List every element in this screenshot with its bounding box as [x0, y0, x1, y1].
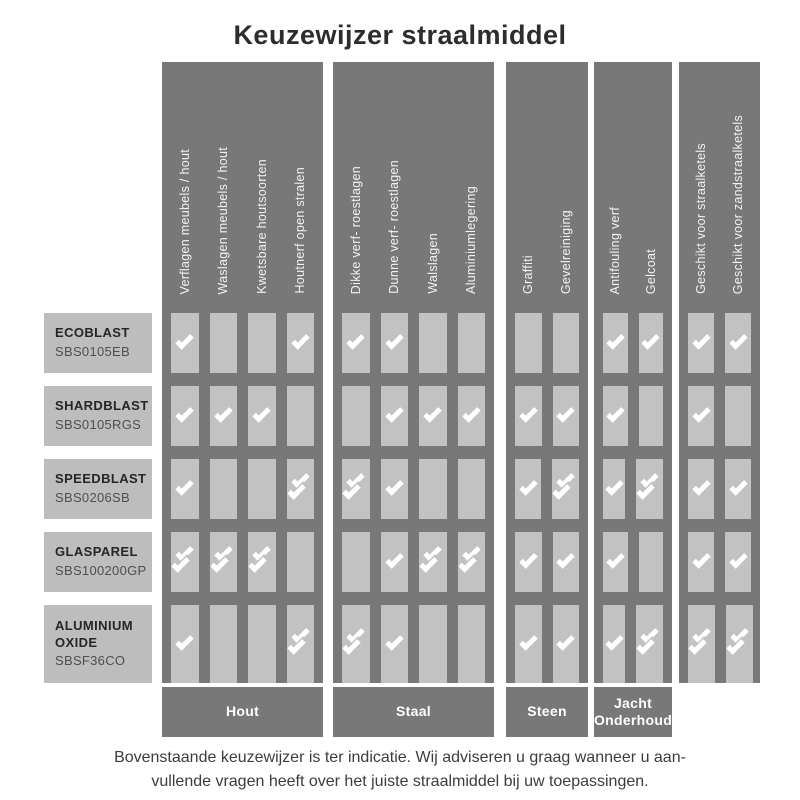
double-check-icon	[636, 473, 663, 506]
check-glyph	[214, 404, 232, 422]
matrix-cell	[210, 386, 238, 446]
matrix-row	[333, 386, 494, 446]
matrix-row	[594, 386, 672, 446]
check-icon	[607, 409, 624, 418]
check-glyph	[557, 550, 575, 568]
matrix-cell	[171, 532, 199, 592]
check-icon	[386, 555, 403, 564]
check-glyph	[291, 331, 309, 349]
matrix-cell	[287, 313, 315, 373]
check-glyph	[462, 404, 480, 422]
check-icon	[176, 637, 193, 646]
product-label	[44, 605, 152, 683]
matrix-cell	[342, 386, 370, 446]
check-glyph	[692, 404, 710, 422]
matrix-cell	[458, 605, 486, 683]
check-glyph	[606, 550, 624, 568]
matrix-cell	[458, 313, 486, 373]
matrix-cell	[248, 313, 276, 373]
matrix-cell	[458, 459, 486, 519]
double-check-icon	[419, 546, 446, 579]
column-header: Dikke verf- roestlagen	[348, 165, 363, 294]
check-glyph	[606, 331, 624, 349]
check-icon	[557, 555, 574, 564]
matrix-row	[679, 313, 760, 373]
check-glyph	[519, 550, 537, 568]
matrix-cell	[210, 313, 238, 373]
column-header: Geschikt voor straalketels	[694, 143, 708, 294]
product-code: SBS0105EB	[55, 344, 130, 359]
double-check-icon	[171, 546, 198, 579]
product-label-column	[44, 62, 152, 683]
check-glyph	[642, 331, 660, 349]
check-glyph	[385, 477, 403, 495]
check-glyph	[176, 331, 194, 349]
group-band-jacht-onderhoud	[594, 62, 672, 737]
check-glyph	[729, 550, 747, 568]
check-glyph	[726, 636, 744, 654]
matrix-cell	[553, 605, 580, 683]
matrix-cell	[171, 605, 199, 683]
matrix-cell	[381, 386, 409, 446]
product-name: GLASPAREL	[55, 544, 138, 560]
column-header-zone	[679, 62, 760, 300]
matrix-cell	[287, 386, 315, 446]
product-label	[44, 532, 152, 592]
group-band-grid	[162, 62, 323, 683]
group-footer-label	[333, 687, 494, 737]
check-icon	[730, 555, 747, 564]
group-footer-text: Steen	[527, 703, 567, 720]
product-name: ALUMINIUM OXIDE	[55, 617, 133, 650]
page-title: Keuzewijzer straalmiddel	[233, 20, 567, 50]
matrix-cell	[381, 532, 409, 592]
check-icon	[693, 409, 710, 418]
product-label	[44, 459, 152, 519]
check-glyph	[253, 404, 271, 422]
check-glyph	[692, 477, 710, 495]
matrix-row	[506, 386, 588, 446]
matrix-cell	[553, 532, 580, 592]
group-footer-label	[506, 687, 588, 737]
matrix-cell	[248, 532, 276, 592]
check-glyph	[424, 404, 442, 422]
check-glyph	[729, 477, 747, 495]
matrix-row	[506, 605, 588, 683]
check-glyph	[343, 481, 361, 499]
matrix-cell	[381, 313, 409, 373]
product-code: SBS0206SB	[55, 490, 130, 505]
product-code: SBS100200GP	[55, 563, 147, 578]
matrix-cell	[287, 605, 315, 683]
matrix-row	[594, 605, 672, 683]
matrix-cell	[248, 386, 276, 446]
matrix-cell	[419, 386, 447, 446]
check-glyph-front	[637, 486, 654, 495]
check-glyph-front	[689, 641, 706, 650]
matrix-cell	[688, 386, 714, 446]
check-glyph	[692, 550, 710, 568]
column-header: Waslagen meubels / hout	[216, 146, 231, 294]
matrix-row	[594, 532, 672, 592]
check-glyph	[385, 550, 403, 568]
check-glyph	[519, 632, 537, 650]
matrix-cell	[419, 605, 447, 683]
matrix-cell	[725, 386, 751, 446]
group-band-grid	[594, 62, 672, 683]
check-glyph	[636, 481, 654, 499]
group-footer-label	[162, 687, 323, 737]
check-glyph	[176, 477, 194, 495]
product-name: SHARDBLAST	[55, 398, 149, 414]
matrix-row	[333, 605, 494, 683]
check-glyph	[557, 404, 575, 422]
matrix-cell	[419, 459, 447, 519]
check-icon	[176, 482, 193, 491]
matrix-cell	[688, 313, 714, 373]
column-header-zone	[594, 62, 672, 300]
product-code: SBSF36CO	[55, 653, 126, 669]
group-band-ketels	[679, 62, 760, 683]
check-glyph	[385, 632, 403, 650]
check-glyph-front	[172, 559, 189, 568]
check-glyph	[729, 331, 747, 349]
column-header: Kwetsbare houtsoorten	[254, 159, 269, 294]
check-icon	[386, 482, 403, 491]
matrix-cell	[287, 459, 315, 519]
check-glyph-front	[459, 559, 476, 568]
column-header: Walslagen	[425, 233, 440, 294]
group-band-hout	[162, 62, 323, 737]
double-check-icon	[726, 628, 753, 661]
column-header: Graffiti	[521, 255, 536, 294]
matrix-cell	[171, 386, 199, 446]
matrix-cell	[552, 459, 579, 519]
check-glyph-front	[288, 486, 305, 495]
column-header: Gevelreiniging	[558, 209, 573, 294]
double-check-icon	[458, 546, 485, 579]
check-glyph	[347, 331, 365, 349]
matrix-cell	[342, 532, 370, 592]
check-icon	[693, 336, 710, 345]
matrix-cell	[725, 532, 751, 592]
check-glyph-front	[343, 641, 360, 650]
check-glyph	[552, 481, 570, 499]
check-glyph	[172, 554, 190, 572]
matrix-row	[333, 532, 494, 592]
matrix-cell	[458, 386, 486, 446]
check-glyph-front	[288, 641, 305, 650]
check-glyph	[176, 404, 194, 422]
matrix-row	[162, 532, 323, 592]
double-check-icon	[342, 473, 369, 506]
matrix-cell	[381, 459, 409, 519]
matrix-cell	[553, 313, 580, 373]
check-glyph	[605, 632, 623, 650]
double-check-icon	[552, 473, 579, 506]
matrix-cell	[342, 313, 370, 373]
matrix-cell	[515, 459, 541, 519]
matrix-cell	[688, 532, 714, 592]
check-icon	[730, 336, 747, 345]
check-icon	[386, 637, 403, 646]
matrix-cell	[639, 313, 664, 373]
matrix-cell	[688, 459, 714, 519]
check-glyph-front	[249, 559, 266, 568]
column-header: Dunne verf- roestlagen	[387, 160, 402, 294]
column-header: Aluminiumlegering	[464, 186, 479, 294]
matrix-cell	[171, 313, 199, 373]
double-check-icon	[248, 546, 275, 579]
matrix-cell	[603, 532, 628, 592]
check-icon	[693, 555, 710, 564]
column-header: Antifouling verf	[608, 206, 623, 294]
matrix-cell	[342, 605, 370, 683]
matrix-cell	[248, 459, 276, 519]
double-check-icon	[287, 473, 314, 506]
check-glyph	[385, 404, 403, 422]
matrix-row	[679, 532, 760, 592]
matrix-cell	[515, 386, 542, 446]
group-band-steen	[506, 62, 588, 737]
column-header: Verflagen meubels / hout	[177, 148, 192, 294]
check-icon	[607, 555, 624, 564]
check-glyph	[606, 404, 624, 422]
matrix-cell	[603, 313, 628, 373]
double-check-icon	[342, 628, 369, 661]
check-glyph	[605, 477, 623, 495]
check-glyph	[385, 331, 403, 349]
product-label	[44, 313, 152, 373]
double-check-icon	[636, 628, 663, 661]
group-footer-label	[594, 687, 672, 737]
matrix-cell	[342, 459, 370, 519]
category-bands	[162, 62, 760, 737]
product-code: SBS0105RGS	[55, 417, 142, 432]
column-header-zone	[162, 62, 323, 300]
column-header: Geschikt voor zandstraalketels	[731, 114, 745, 294]
matrix-row	[679, 459, 760, 519]
column-header: Houtnerf open stralen	[293, 167, 308, 294]
group-band-grid	[333, 62, 494, 683]
matrix-cell	[726, 605, 753, 683]
matrix-cell	[725, 459, 751, 519]
matrix-cell	[248, 605, 276, 683]
matrix-row	[162, 605, 323, 683]
check-glyph	[688, 636, 706, 654]
group-footer-text: Hout	[225, 703, 260, 720]
check-icon	[520, 409, 537, 418]
check-icon	[347, 336, 364, 345]
matrix-cell	[171, 459, 199, 519]
double-check-icon	[287, 628, 314, 661]
matrix-row	[679, 605, 760, 683]
check-glyph	[557, 632, 575, 650]
check-glyph-front	[637, 641, 654, 650]
check-glyph	[343, 636, 361, 654]
check-glyph-front	[727, 641, 744, 650]
matrix-cell	[515, 313, 542, 373]
product-label	[44, 386, 152, 446]
matrix-cell	[553, 386, 580, 446]
matrix-cell	[419, 532, 447, 592]
check-icon	[176, 409, 193, 418]
check-glyph	[176, 632, 194, 650]
selection-matrix	[44, 62, 760, 737]
matrix-cell	[287, 532, 315, 592]
group-band-staal	[333, 62, 494, 737]
check-glyph-front	[420, 559, 437, 568]
double-check-icon	[688, 628, 715, 661]
check-icon	[606, 482, 623, 491]
matrix-cell	[688, 605, 715, 683]
matrix-cell	[603, 605, 625, 683]
matrix-cell	[725, 313, 751, 373]
check-glyph	[692, 331, 710, 349]
matrix-cell	[515, 532, 542, 592]
matrix-cell	[419, 313, 447, 373]
check-icon	[386, 336, 403, 345]
column-header: Gelcoat	[643, 248, 658, 294]
matrix-cell	[210, 605, 238, 683]
check-icon	[253, 409, 270, 418]
column-header-zone	[506, 62, 588, 300]
matrix-cell	[636, 459, 663, 519]
matrix-cell	[381, 605, 409, 683]
disclaimer-line-1: Bovenstaande keuzewijzer is ter indicatie. Wij adviseren u graag wanneer u aan-	[114, 749, 686, 766]
group-band-grid	[679, 62, 760, 683]
disclaimer-text	[0, 746, 800, 794]
product-name: SPEEDBLAST	[55, 471, 147, 487]
matrix-cell	[210, 459, 238, 519]
column-header-zone	[333, 62, 494, 300]
matrix-cell	[636, 605, 663, 683]
check-icon	[642, 336, 659, 345]
check-icon	[520, 637, 537, 646]
check-icon	[557, 637, 574, 646]
matrix-row	[333, 313, 494, 373]
matrix-row	[506, 313, 588, 373]
group-footer-text: Staal	[396, 703, 431, 720]
matrix-row	[162, 459, 323, 519]
check-glyph-front	[343, 486, 360, 495]
check-glyph-front	[553, 486, 570, 495]
check-glyph-front	[211, 559, 228, 568]
check-icon	[520, 555, 537, 564]
check-icon	[607, 336, 624, 345]
check-glyph	[420, 554, 438, 572]
matrix-cell	[603, 386, 628, 446]
check-icon	[693, 482, 710, 491]
matrix-row	[333, 459, 494, 519]
product-name: ECOBLAST	[55, 325, 130, 341]
matrix-row	[506, 459, 588, 519]
matrix-cell	[458, 532, 486, 592]
check-glyph	[519, 404, 537, 422]
double-check-icon	[210, 546, 237, 579]
group-footer-text: Jacht Onderhoud	[593, 694, 673, 728]
check-icon	[424, 409, 441, 418]
matrix-row	[506, 532, 588, 592]
matrix-row	[679, 386, 760, 446]
check-icon	[463, 409, 480, 418]
matrix-cell	[210, 532, 238, 592]
check-icon	[730, 482, 747, 491]
label-column-spacer	[44, 62, 152, 300]
check-icon	[386, 409, 403, 418]
check-icon	[606, 637, 623, 646]
check-glyph	[636, 636, 654, 654]
disclaimer-line-2: vullende vragen heeft over het juiste straalmiddel bij uw toepassingen.	[151, 773, 649, 790]
check-glyph	[519, 477, 537, 495]
matrix-cell	[639, 532, 664, 592]
matrix-cell	[515, 605, 542, 683]
check-icon	[176, 336, 193, 345]
matrix-row	[594, 459, 672, 519]
check-icon	[215, 409, 232, 418]
check-glyph	[249, 554, 267, 572]
matrix-row	[162, 313, 323, 373]
check-icon	[292, 336, 309, 345]
matrix-cell	[639, 386, 664, 446]
check-icon	[557, 409, 574, 418]
matrix-cell	[603, 459, 625, 519]
matrix-row	[162, 386, 323, 446]
check-icon	[520, 482, 537, 491]
group-band-grid	[506, 62, 588, 683]
matrix-row	[594, 313, 672, 373]
